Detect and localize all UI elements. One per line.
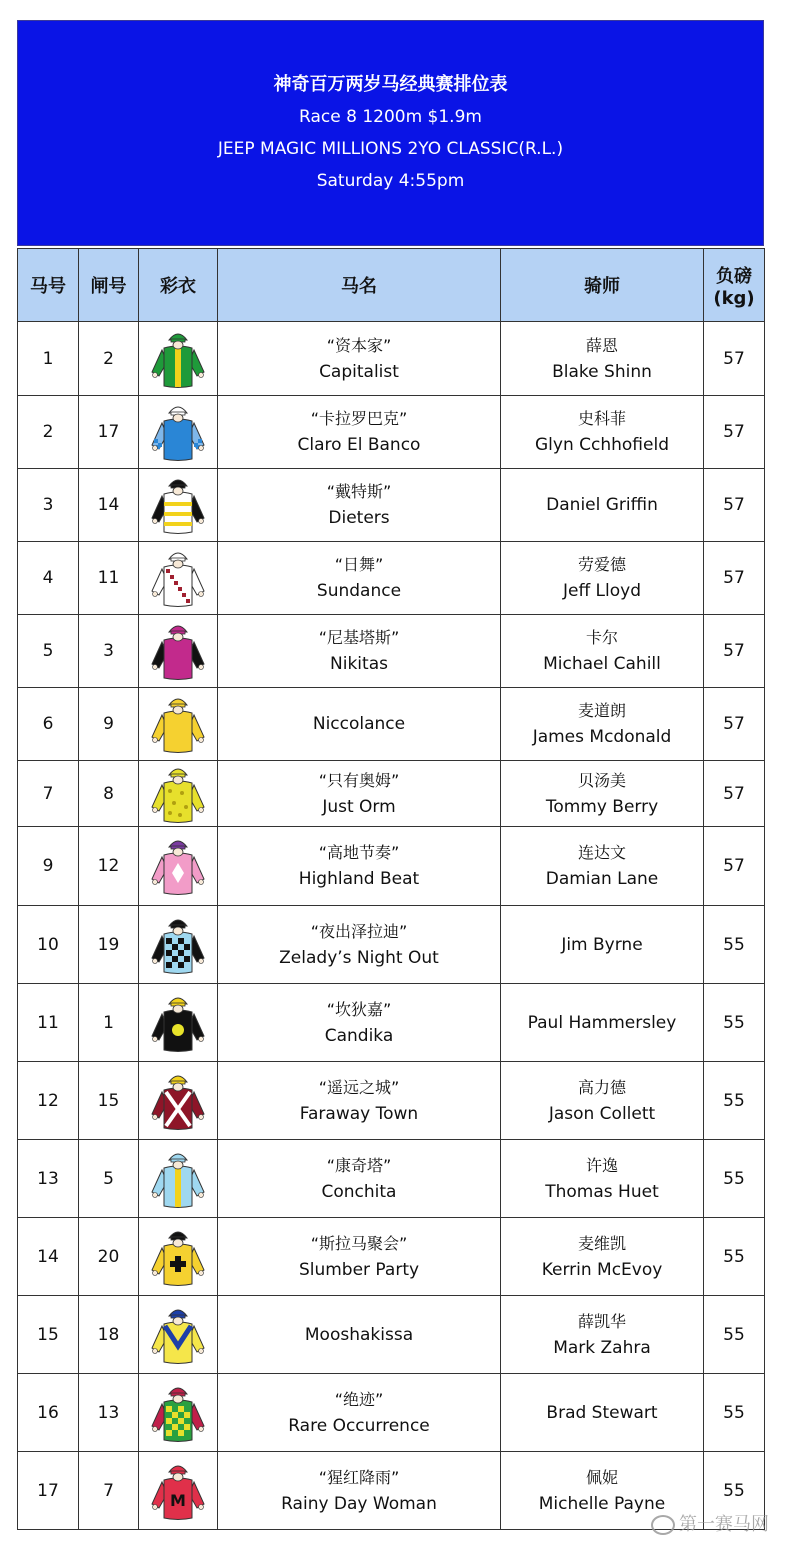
race-banner: [17, 20, 764, 246]
horse-name-cell: [218, 688, 501, 761]
header-horse-name: 马名: [218, 249, 501, 322]
barrier-cell: 3: [79, 615, 139, 688]
jockey-name-cn: 许逸: [585, 1155, 618, 1175]
jockey-silks-icon: [148, 693, 208, 755]
silks-cell: [139, 906, 218, 984]
silks-cell: [139, 1140, 218, 1218]
jockey-silks-icon: [148, 835, 208, 897]
horse-name-cn: “猩红降雨”: [318, 1467, 400, 1487]
jockey-name-en: Mark Zahra: [553, 1337, 651, 1358]
jockey-name-en: Tommy Berry: [545, 796, 659, 817]
table-row: [18, 615, 765, 688]
weight-cell: 55: [704, 1374, 765, 1452]
silks-cell: [139, 1452, 218, 1530]
horse-name-cn: “资本家”: [326, 335, 392, 355]
jockey-name-en: Jim Byrne: [561, 934, 643, 955]
weight-cell: 57: [704, 396, 765, 469]
horse-name-cn: “只有奥姆”: [318, 770, 400, 790]
jockey-cell: [501, 906, 704, 984]
horse-name-en: Sundance: [316, 581, 402, 601]
barrier-cell: 15: [79, 1062, 139, 1140]
silks-cell: [139, 469, 218, 542]
barrier-cell: 9: [79, 688, 139, 761]
weight-cell: 57: [704, 322, 765, 396]
weight-cell: 57: [704, 827, 765, 906]
jockey-silks-icon: [148, 1148, 208, 1210]
silks-cell: [139, 322, 218, 396]
jockey-name-cn: 薛凯华: [577, 1311, 626, 1331]
horse-name-cn: “戴特斯”: [326, 482, 392, 501]
weight-cell: 55: [704, 1218, 765, 1296]
weight-cell: 55: [704, 1296, 765, 1374]
barrier-cell: 20: [79, 1218, 139, 1296]
horse-name-cell: [218, 1062, 501, 1140]
horse-name-cell: [218, 322, 501, 396]
horse-name-en: Zelady’s Night Out: [279, 947, 439, 968]
jockey-cell: [501, 827, 704, 906]
jockey-cell: [501, 1374, 704, 1452]
horse-name-en: Claro El Banco: [297, 435, 421, 455]
jockey-silks-icon: [148, 401, 208, 463]
jockey-name-en: James Mcdonald: [532, 727, 672, 747]
jockey-name-cn: 连达文: [577, 843, 626, 862]
barrier-cell: 2: [79, 322, 139, 396]
horse-name-en: Conchita: [321, 1181, 397, 1202]
jockey-name-en: Brad Stewart: [546, 1402, 658, 1423]
horse-name-en: Mooshakissa: [304, 1324, 414, 1345]
horse-no-cell: 4: [18, 542, 79, 615]
table-row: [18, 1296, 765, 1374]
silks-cell: [139, 688, 218, 761]
table-header-row: [18, 249, 765, 322]
jockey-name-en: Jason Collett: [548, 1103, 656, 1124]
horse-name-cell: [218, 1452, 501, 1530]
jockey-name-en: Blake Shinn: [552, 361, 652, 382]
jockey-silks-icon: [148, 547, 208, 609]
horse-name-en: Capitalist: [319, 361, 399, 382]
jockey-name-en: Michelle Payne: [538, 1493, 666, 1514]
horse-name-cn: “遥远之城”: [318, 1077, 400, 1097]
barrier-cell: 11: [79, 542, 139, 615]
jockey-cell: [501, 1218, 704, 1296]
jockey-name-cn: 史科菲: [577, 409, 626, 428]
horse-name-cell: [218, 1218, 501, 1296]
horse-no-cell: 16: [18, 1374, 79, 1452]
jockey-cell: [501, 322, 704, 396]
race-card: [17, 20, 764, 1530]
table-row: [18, 396, 765, 469]
jockey-name-en: Daniel Griffin: [546, 495, 658, 515]
weight-cell: 57: [704, 761, 765, 827]
table-row: [18, 1218, 765, 1296]
horse-name-en: Nikitas: [330, 654, 388, 674]
weight-cell: 55: [704, 906, 765, 984]
horse-no-cell: 10: [18, 906, 79, 984]
header-weight: [704, 249, 765, 322]
jockey-cell: [501, 1062, 704, 1140]
race-name: JEEP MAGIC MILLIONS 2YO CLASSIC(R.L.): [217, 139, 564, 159]
horse-name-cn: “斯拉马聚会”: [310, 1233, 408, 1253]
jockey-name-en: Glyn Cchhofield: [535, 435, 669, 455]
race-info: Race 8 1200m $1.9m: [299, 107, 482, 127]
horse-name-cell: [218, 542, 501, 615]
horse-name-cn: “卡拉罗巴克”: [310, 409, 408, 428]
horse-no-cell: 12: [18, 1062, 79, 1140]
horse-name-cell: [218, 984, 501, 1062]
weight-cell: 57: [704, 615, 765, 688]
barrier-cell: 12: [79, 827, 139, 906]
weight-cell: 57: [704, 688, 765, 761]
horse-name-cell: [218, 1140, 501, 1218]
field-table: [17, 248, 765, 1530]
jockey-cell: [501, 688, 704, 761]
jockey-silks-icon: [148, 328, 208, 390]
horse-no-cell: 1: [18, 322, 79, 396]
table-row: [18, 688, 765, 761]
weight-cell: 57: [704, 542, 765, 615]
horse-name-en: Slumber Party: [298, 1259, 420, 1280]
silks-cell: [139, 396, 218, 469]
horse-name-cn: “夜出泽拉迪”: [310, 921, 408, 941]
watermark-text: 第一赛马网: [679, 1514, 769, 1535]
jockey-silks-icon: [148, 1382, 208, 1444]
horse-name-cell: [218, 1296, 501, 1374]
horse-name-cell: [218, 827, 501, 906]
horse-no-cell: 17: [18, 1452, 79, 1530]
jockey-name-en: Kerrin McEvoy: [541, 1259, 663, 1280]
silks-cell: [139, 1218, 218, 1296]
jockey-silks-icon: [148, 474, 208, 536]
silks-cell: [139, 1296, 218, 1374]
weight-cell: 55: [704, 1062, 765, 1140]
table-row: [18, 1062, 765, 1140]
horse-name-en: Niccolance: [312, 714, 406, 734]
weight-cell: 57: [704, 469, 765, 542]
jockey-name-cn: 薛恩: [585, 335, 618, 355]
table-row: [18, 906, 765, 984]
svg-text:M: M: [170, 1490, 186, 1510]
silks-cell: [139, 542, 218, 615]
silks-cell: [139, 984, 218, 1062]
barrier-cell: 18: [79, 1296, 139, 1374]
table-row: [18, 1374, 765, 1452]
jockey-cell: [501, 615, 704, 688]
horse-no-cell: 13: [18, 1140, 79, 1218]
silks-cell: [139, 1374, 218, 1452]
horse-name-cell: [218, 1374, 501, 1452]
horse-no-cell: 6: [18, 688, 79, 761]
jockey-cell: [501, 1140, 704, 1218]
header-horse-no: 马号: [18, 249, 79, 322]
jockey-name-cn: 劳爱德: [577, 555, 626, 574]
barrier-cell: 19: [79, 906, 139, 984]
horse-name-cn: “绝迹”: [334, 1389, 384, 1409]
horse-no-cell: 14: [18, 1218, 79, 1296]
weight-cell: 55: [704, 984, 765, 1062]
jockey-silks-icon: [148, 914, 208, 976]
weight-cell: 55: [704, 1140, 765, 1218]
race-title-cn: 神奇百万两岁马经典赛排位表: [273, 74, 508, 95]
jockey-silks-icon: [148, 1226, 208, 1288]
barrier-cell: 14: [79, 469, 139, 542]
barrier-cell: 13: [79, 1374, 139, 1452]
jockey-silks-icon: [148, 763, 208, 825]
jockey-cell: [501, 542, 704, 615]
header-weight-label: 负磅: [716, 265, 752, 287]
horse-no-cell: 15: [18, 1296, 79, 1374]
horse-name-cell: [218, 469, 501, 542]
weight-cell: 55: [704, 1452, 765, 1530]
header-barrier: 闸号: [79, 249, 139, 322]
horse-name-cell: [218, 615, 501, 688]
jockey-silks-icon: [148, 1070, 208, 1132]
silks-cell: [139, 827, 218, 906]
silks-cell: [139, 1062, 218, 1140]
horse-no-cell: 3: [18, 469, 79, 542]
header-weight-unit: (kg): [713, 287, 755, 309]
table-row: [18, 984, 765, 1062]
horse-name-en: Rare Occurrence: [288, 1415, 430, 1436]
horse-name-en: Just Orm: [322, 796, 396, 817]
jockey-name-en: Thomas Huet: [545, 1181, 659, 1202]
jockey-cell: [501, 1296, 704, 1374]
horse-name-cn: “尼基塔斯”: [318, 628, 400, 647]
horse-name-cn: “坎狄嘉”: [326, 999, 392, 1019]
horse-no-cell: 11: [18, 984, 79, 1062]
jockey-name-en: Michael Cahill: [543, 654, 661, 674]
horse-name-en: Candika: [324, 1025, 394, 1046]
table-row: [18, 469, 765, 542]
jockey-name-cn: 高力德: [577, 1077, 626, 1097]
jockey-cell: [501, 761, 704, 827]
header-silks: 彩衣: [139, 249, 218, 322]
horse-name-en: Faraway Town: [299, 1103, 419, 1124]
jockey-name-cn: 麦维凯: [577, 1233, 626, 1253]
silks-cell: [139, 615, 218, 688]
silks-cell: [139, 761, 218, 827]
horse-name-cn: “康奇塔”: [326, 1155, 392, 1175]
horse-no-cell: 7: [18, 761, 79, 827]
table-row: [18, 322, 765, 396]
jockey-silks-icon: [148, 1304, 208, 1366]
table-row: [18, 827, 765, 906]
horse-name-cn: “日舞”: [334, 555, 384, 574]
barrier-cell: 5: [79, 1140, 139, 1218]
horse-no-cell: 2: [18, 396, 79, 469]
table-row: [18, 1140, 765, 1218]
jockey-cell: [501, 469, 704, 542]
horse-name-cell: [218, 396, 501, 469]
barrier-cell: 17: [79, 396, 139, 469]
horse-name-en: Rainy Day Woman: [281, 1493, 437, 1514]
jockey-silks-icon: [148, 1460, 208, 1522]
race-time: Saturday 4:55pm: [316, 171, 465, 191]
jockey-silks-icon: [148, 620, 208, 682]
table-row: [18, 761, 765, 827]
barrier-cell: 1: [79, 984, 139, 1062]
jockey-name-en: Damian Lane: [545, 869, 659, 889]
jockey-name-cn: 佩妮: [585, 1467, 618, 1487]
jockey-name-cn: 麦道朗: [577, 701, 626, 720]
table-row: [18, 542, 765, 615]
header-jockey: 骑师: [501, 249, 704, 322]
barrier-cell: 8: [79, 761, 139, 827]
wechat-logo-icon: [651, 1515, 675, 1535]
barrier-cell: 7: [79, 1452, 139, 1530]
jockey-name-cn: 贝汤美: [577, 770, 626, 790]
jockey-name-en: Jeff Lloyd: [562, 581, 642, 601]
jockey-cell: [501, 396, 704, 469]
horse-name-cell: [218, 906, 501, 984]
jockey-name-en: Paul Hammersley: [527, 1012, 677, 1033]
watermark: [651, 1510, 769, 1536]
horse-no-cell: 5: [18, 615, 79, 688]
horse-name-cell: [218, 761, 501, 827]
horse-name-en: Dieters: [328, 508, 390, 528]
jockey-cell: [501, 984, 704, 1062]
horse-name-en: Highland Beat: [298, 869, 420, 889]
horse-name-cn: “高地节奏”: [318, 843, 400, 862]
horse-no-cell: 9: [18, 827, 79, 906]
jockey-silks-icon: [148, 992, 208, 1054]
jockey-name-cn: 卡尔: [585, 628, 618, 647]
